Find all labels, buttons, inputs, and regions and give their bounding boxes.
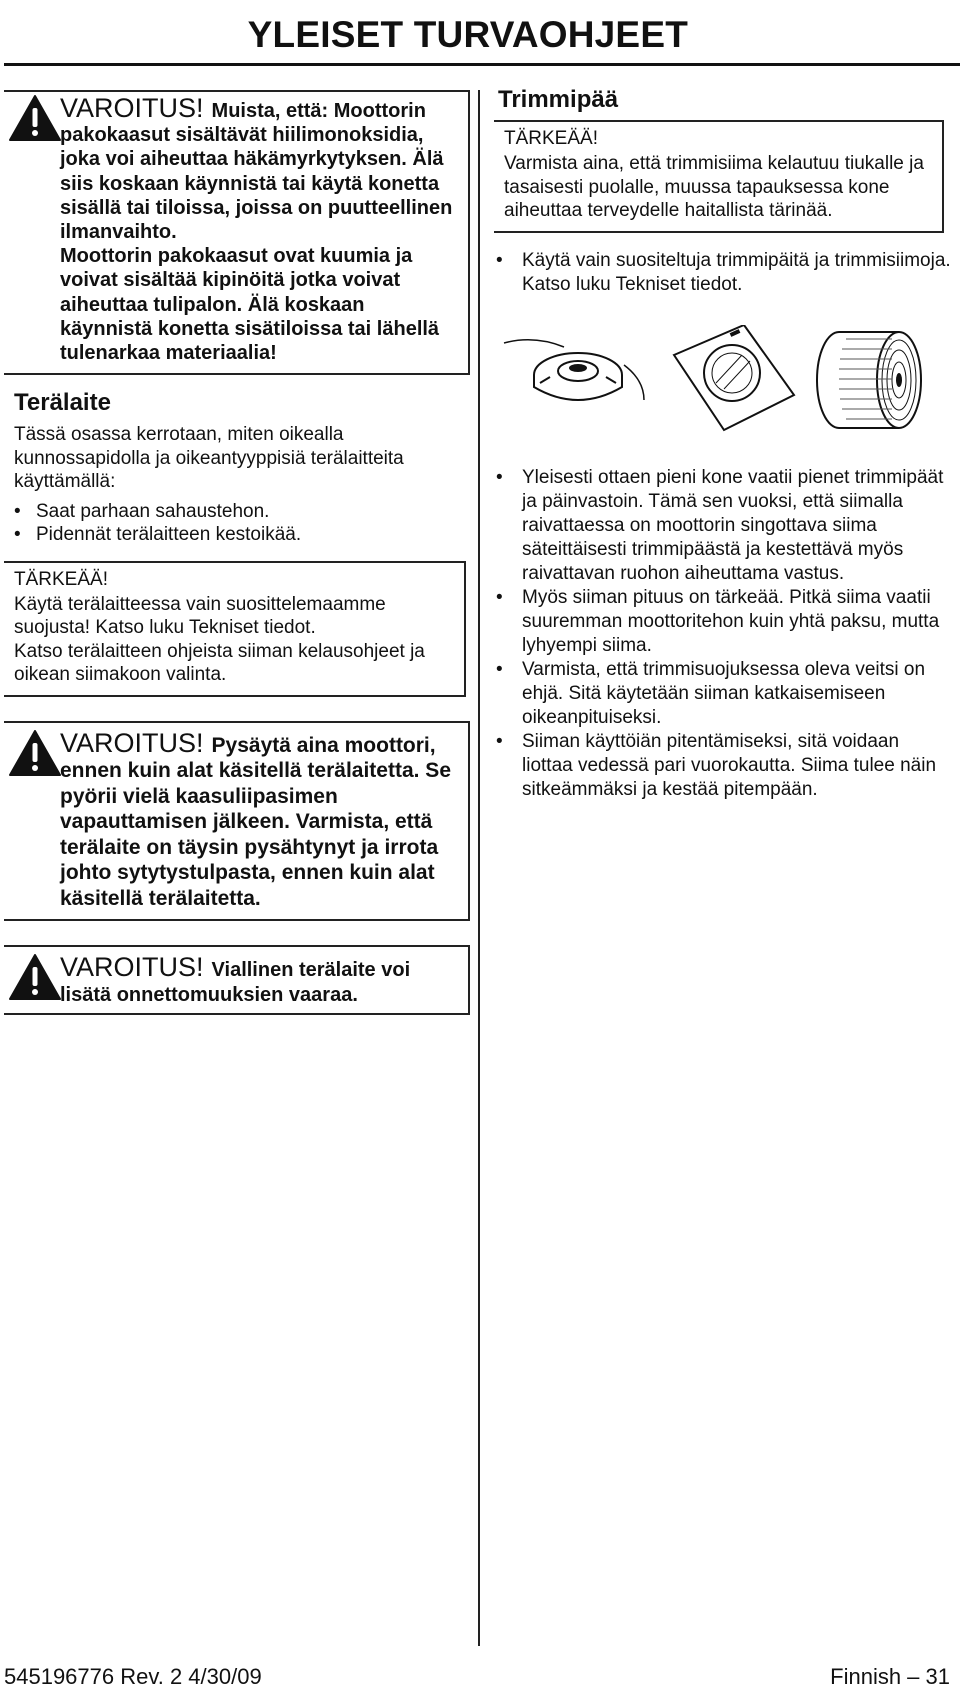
warning-label: VAROITUS!: [60, 93, 204, 123]
page-title: YLEISET TURVAOHJEET: [247, 14, 688, 55]
warning-triangle-icon: [8, 729, 62, 777]
trimmer-section-title: Trimmipää: [498, 86, 619, 113]
important-text: Katso terälaitteen ohjeista siiman kelausohjeet ja oikean siimakoon valinta.: [14, 640, 425, 686]
warning-text: VAROITUS! Pysäytä aina moottori, ennen kuin alat käsitellä terälaitetta. Se pyörii vielä kaasuliipasimen vapauttamisen jälkeen. Varmista, että terälaite on täysin pysähtynyt ja irrota johto sytytystulpasta, ennen kuin alat käsitellä terälaitetta.: [60, 727, 451, 910]
important-box-blade: [4, 561, 466, 697]
right-column: [494, 86, 954, 802]
warning-paragraph: Moottorin pakokaasut ovat kuumia ja voivat sisältää kipinöitä jotka voivat aiheuttaa tulipalon. Älä koskaan käynnistä konetta sisätiloissa tai lähellä tulenarkaa materiaalia!: [60, 245, 440, 365]
blade-benefits-list: [14, 500, 470, 547]
important-text: Varmista aina, että trimmisiima kelautuu tiukalle ja tasaisesti puolalle, muussa tapauksessa kone aiheuttaa terveydelle haitallista tärinää.: [504, 153, 924, 221]
list-item: • Käytä vain suositeltuja trimmipäitä ja trimmisiimoja. Katso luku Tekniset tiedot.: [496, 249, 954, 297]
trimmer-advice-list: [496, 466, 954, 802]
blade-section-intro: Tässä osassa kerrotaan, miten oikealla kunnossapidolla ja oikeantyyppisiä terälaitteita käyttämällä:: [14, 424, 404, 493]
important-label: TÄRKEÄÄ!: [14, 568, 108, 590]
list-item: • Pidennät terälaitteen kestoikää.: [14, 523, 470, 547]
blade-section-title: Terälaite: [14, 389, 111, 417]
title-rule: [4, 63, 960, 66]
trimmer-recommendation-list: [496, 249, 954, 297]
list-item: • Saat parhaan sahaustehon.: [14, 500, 470, 524]
warning-paragraph: VAROITUS! Muista, että: Moottorin pakokaasut sisältävät hiilimonoksidia, joka voi aiheuttaa häkämyrkytyksen. Älä siis koskaan käynnistä tai käytä konetta sisällä tai tiloissa, joissa on puutteellinen ilmanvaihto.: [60, 93, 453, 244]
trimmer-accessories-illustration: [494, 325, 954, 435]
left-column: [4, 90, 470, 1015]
warning-label: VAROITUS!: [60, 952, 204, 983]
line-spool-image: [817, 332, 921, 428]
important-label: TÄRKEÄÄ!: [504, 128, 598, 149]
warning-text: VAROITUS! Viallinen terälaite voi lisätä onnettomuuksien vaaraa.: [60, 952, 411, 1006]
important-box-trimmer: [494, 120, 944, 233]
list-item: • Varmista, että trimmisuojuksessa oleva veitsi on ehjä. Sitä käytetään siiman katkaisemiseen oikeanpituiseksi.: [496, 658, 954, 730]
warning-triangle-icon: [8, 94, 62, 142]
warning-box-stop-engine: [4, 721, 470, 922]
warning-box-exhaust: [4, 90, 470, 375]
trimmer-head-image: [504, 339, 644, 399]
footer-doc-info: 545196776 Rev. 2 4/30/09: [4, 1664, 262, 1689]
important-text: Käytä terälaitteessa vain suosittelemaamme suojusta! Katso luku Tekniset tiedot.: [14, 593, 386, 639]
list-item: • Siiman käyttöiän pitentämiseksi, sitä voidaan liottaa vedessä pari vuorokautta. Siima tulee näin sitkeämmäksi ja kestää pitempään.: [496, 730, 954, 802]
warning-box-defective-blade: [4, 945, 470, 1015]
warning-text: [60, 93, 458, 365]
warning-label: VAROITUS!: [60, 727, 204, 758]
list-item: • Yleisesti ottaen pieni kone vaatii pienet trimmipäät ja päinvastoin. Tämä sen vuoksi, että siimalla raivattaessa on moottorin singottava siima säteittäisesti trimmipäästä ja kestettävä myös raivattavan ruohon aiheuttama vastus.: [496, 466, 954, 586]
warning-triangle-icon: [8, 953, 62, 1001]
column-divider: [478, 90, 480, 1646]
footer-page-label: Finnish – 31: [830, 1664, 950, 1689]
list-item: • Myös siiman pituus on tärkeää. Pitkä siima vaatii suuremman moottoritehon kuin yhtä paksu, mutta lyhyempi siima.: [496, 586, 954, 658]
packaged-line-image: [674, 325, 794, 430]
